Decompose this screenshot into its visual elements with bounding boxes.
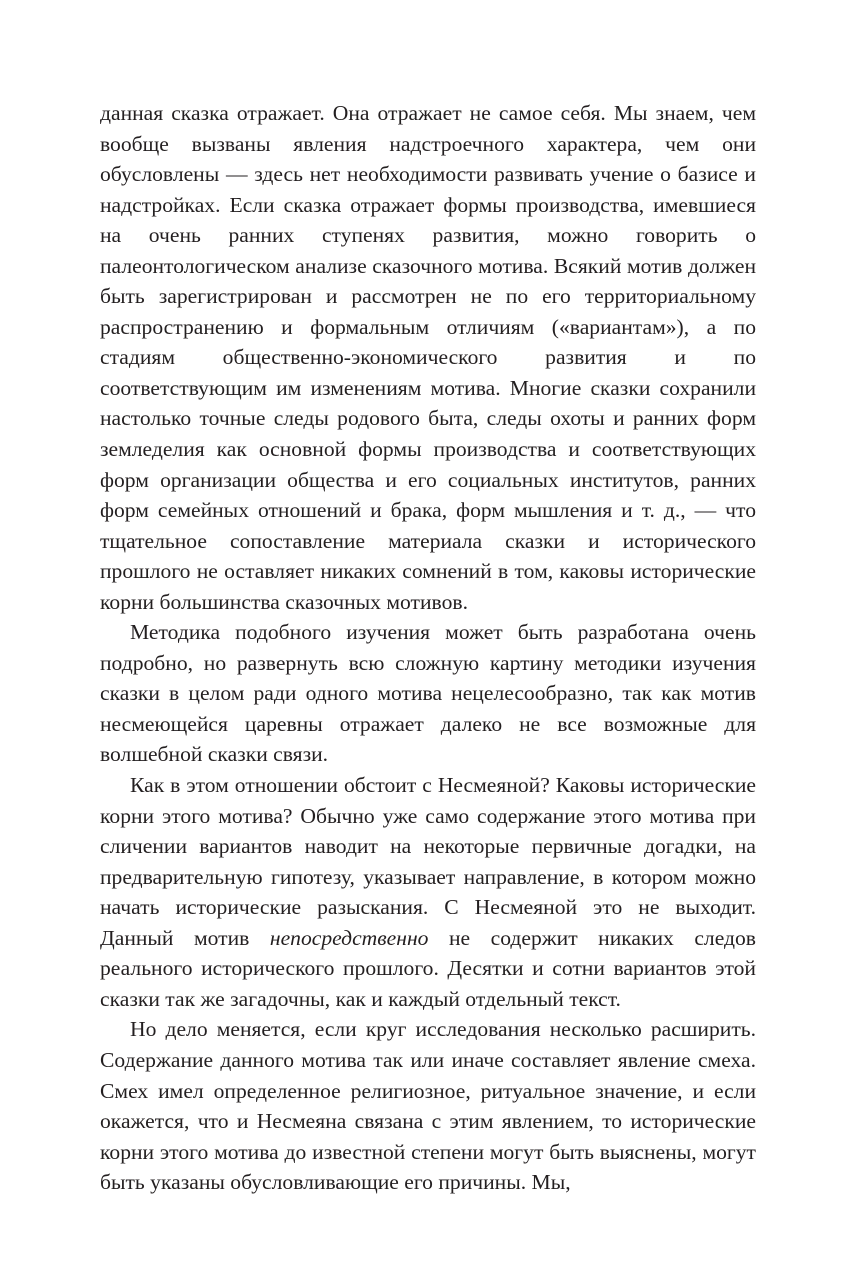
- paragraph-3-end: не содержит никаких следов реального исторического прошлого. Десятки и сотни вариантов этой сказки так же загадочны, как и каждый отдельный текст.: [100, 925, 756, 1011]
- paragraph-4: Но дело меняется, если круг исследования несколько расширить. Содержание данного мотива так или иначе составляет явление смеха. Смех имел определенное религиозное, ритуальное значение, и если окажется, что и Несмеяна связана с этим явлением, то исторические корни этого мотива до известной степени могут быть выяснены, могут быть указаны обусловливающие его причины. Мы,: [100, 1017, 756, 1195]
- paragraph-1: данная сказка отражает. Она отражает не самое себя. Мы знаем, чем вообще вызваны явления надстроечного характера, чем они обусловлены — здесь нет необходимости развивать учение о базисе и надстройках. Если сказка отражает формы производства, имевшиеся на очень ранних ступенях развития, можно говорить о палеонтологическом анализе сказочного мотива. Всякий мотив должен быть зарегистрирован и рассмотрен не по его территориальному распространению и формальным отличиям («вариантам»), а по стадиям общественно-экономического развития и по соответствующим им изменениям мотива. Многие сказки сохранили настолько точные следы родового быта, следы охоты и ранних форм земледелия как основной формы производства и соответствующих форм организации общества и его социальных институтов, ранних форм семейных отношений и брака, форм мышления и т. д., — что тщательное сопоставление материала сказки и исторического прошлого не оставляет никаких сомнений в том, каковы исторические корни большинства сказочных мотивов.: [100, 101, 756, 614]
- paragraph-2: Методика подобного изучения может быть разработана очень подробно, но развернуть всю сложную картину методики изучения сказки в целом ради одного мотива нецелесообразно, так как мотив несмеющейся царевны отражает далеко не все возможные для волшебной сказки связи.: [100, 620, 756, 767]
- emphasis-word: непосредственно: [269, 925, 429, 950]
- paragraph-3: [100, 770, 756, 1014]
- page-body-text: [100, 98, 756, 1198]
- paragraph-3-start: Как в этом отношении обстоит с Несмеяной? Каковы исторические корни этого мотива? Обычно уже само содержание этого мотива при сличении вариантов наводит на некоторые первичные догадки, на предварительную гипотезу, указывает направление, в котором можно начать исторические разыскания. С Несмеяной это не выходит. Данный мотив: [100, 773, 756, 950]
